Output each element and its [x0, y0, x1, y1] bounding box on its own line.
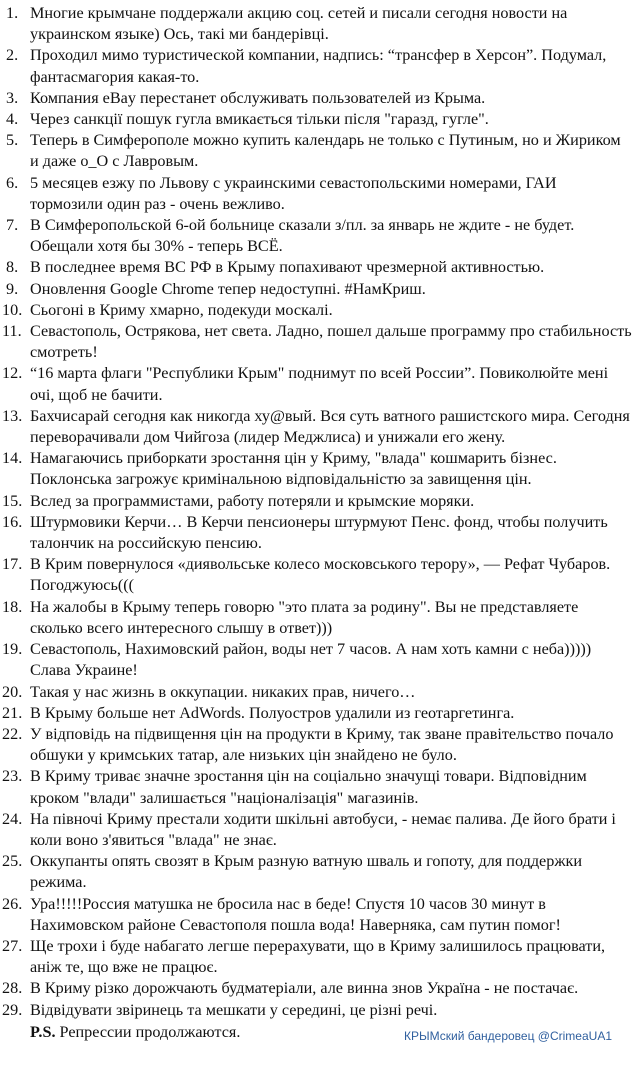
list-item [0, 363, 642, 405]
list-item [0, 300, 642, 321]
item-number: 2. [6, 46, 19, 65]
ps-label: P.S. [30, 1022, 56, 1041]
item-text: В последнее время ВС РФ в Крыму попахивают чрезмерной активностью. [30, 258, 545, 277]
item-text: Проходил мимо туристической компании, надпись: “трансфер в Херсон”. Подумал, фантасмагория какая-то. [30, 46, 607, 86]
item-text: В Криму триває значне зростання цін на соціально значущі товари. Відповідним кроком "влади" залишається "націоналізація" магазинів. [30, 767, 587, 807]
item-number: 6. [6, 173, 19, 192]
item-number: 27. [2, 936, 23, 955]
item-text: Сьогоні в Криму хмарно, подекуди москалі. [30, 300, 333, 319]
item-text: Бахчисарай сегодня как никогда ху@вый. Вся суть ватного рашистского мира. Сегодня переворачивали дом Чийгоза (лидер Меджлиса) и унижали его жену. [30, 406, 630, 447]
item-number: 21. [2, 703, 23, 722]
item-number: 13. [2, 406, 23, 425]
list-item [0, 109, 642, 130]
item-number: 28. [2, 979, 23, 998]
item-number: 18. [2, 597, 23, 616]
item-number: 23. [2, 767, 23, 786]
item-text: Оккупанты опять свозят в Крым разную ватную шваль и гопоту, для поддержки режима. [30, 852, 583, 892]
item-text: На півночі Криму престали ходити шкільні автобуси, - немає палива. Де його брати і коли воно з'явиться "влада" не знає. [30, 809, 616, 849]
item-text: В Крим повернулося «диявольське колесо московського терору», — Рефат Чубаров. Погоджуюсь((( [30, 555, 611, 595]
list-item [0, 512, 642, 554]
item-number: 15. [2, 491, 23, 510]
list-item [0, 88, 642, 109]
item-text: Через санкції пошук гугла вмикається тільки після "гаразд, гугле". [30, 110, 489, 129]
item-number: 12. [2, 364, 23, 383]
list-item [0, 130, 642, 172]
list-item [0, 724, 642, 766]
item-text: Такая у нас жизнь в оккупации. никаких прав, ничего… [30, 682, 416, 701]
item-text: Многие крымчане поддержали акцию соц. сетей и писали сегодня новости на украинском языке) Ось, такі ми бандерівці. [30, 4, 568, 44]
list-item [0, 851, 642, 893]
list-item [0, 45, 642, 87]
list-item [0, 173, 642, 215]
list-item [0, 491, 642, 512]
item-text: В Крыму больше нет AdWords. Полуостров удалили из геотаргетинга. [30, 703, 515, 722]
item-number: 8. [6, 258, 19, 277]
item-text: “16 марта флаги "Республики Крым" поднимут по всей России”. Повиколюйте мені очі, щоб не бачити. [30, 364, 609, 404]
item-number: 29. [2, 1000, 23, 1019]
item-number: 11. [2, 322, 22, 341]
item-text: На жалобы в Крыму теперь говорю "это плата за родину". Вы не представляете сколько всего интересного слышу в ответ))) [30, 597, 579, 637]
item-number: 10. [2, 300, 23, 319]
item-text: Ура!!!!!Россия матушка не бросила нас в беде! Спустя 10 часов 30 минут в Нахимовском районе Севастополя пошла вода! Наверняка, сам путин помог! [30, 894, 561, 934]
list-item [0, 257, 642, 278]
item-number: 9. [6, 279, 19, 298]
list-item [0, 703, 642, 724]
item-number: 1. [6, 4, 19, 22]
item-number: 3. [6, 88, 19, 107]
item-text: Вслед за программистами, работу потеряли и крымские моряки. [30, 491, 475, 510]
item-text: Ще трохи і буде набагато легше перерахувати, що в Криму залишилось працювати, аніж те, що вже не працює. [30, 936, 606, 977]
item-text: 5 месяцев езжу по Львову с украинскими севастопольскими номерами, ГАИ тормозили один раз - очень вежливо. [30, 173, 557, 213]
item-number: 24. [2, 809, 23, 828]
list-item [0, 406, 642, 448]
ps-text: Репрессии продолжаются. [55, 1022, 241, 1041]
list-item [0, 1000, 642, 1021]
item-number: 19. [2, 640, 23, 659]
list-item [0, 766, 642, 808]
item-text: В Криму різко дорожчають будматеріали, але винна знов Україна - не постачає. [30, 979, 579, 998]
item-number: 25. [2, 852, 23, 871]
item-number: 14. [2, 449, 23, 468]
item-number: 26. [2, 894, 23, 913]
item-text: Компания eBay перестанет обслуживать пользователей из Крыма. [30, 88, 486, 107]
list-item [0, 682, 642, 703]
item-text: Севастополь, Нахимовский район, воды нет 7 часов. А нам хоть камни с неба))))) Слава Украине! [30, 640, 592, 680]
list-item [0, 279, 642, 300]
item-number: 20. [2, 682, 23, 701]
list-item [0, 3, 642, 45]
list-item [0, 936, 642, 978]
list-item [0, 321, 642, 363]
postscript [30, 1021, 240, 1043]
list-item [0, 554, 642, 596]
item-text: Теперь в Симферополе можно купить календарь не только с Путиным, но и Жириком и даже о_О с Лавровым. [30, 131, 621, 171]
item-text: Оновлення Google Chrome тепер недоступні. #НамКриш. [30, 279, 426, 298]
list-item [0, 597, 642, 639]
footer [0, 1021, 642, 1047]
item-number: 17. [2, 555, 23, 574]
author-credit: КРЫМский бандеровец @CrimeaUA1 [404, 1028, 612, 1043]
item-text: Намагаючись приборкати зростання цін у Криму, "влада" кошмарить бізнес. Поклонська загрожує кримінальною відповідальністю за завищення цін. [30, 449, 557, 489]
item-text: У відповідь на підвищення цін на продукти в Криму, так зване правітельство почало обшуки у кримських татар, але низьких цін знайдено не було. [30, 724, 614, 765]
list-item [0, 448, 642, 490]
item-number: 5. [6, 131, 19, 150]
item-text: Штурмовики Керчи… В Керчи пенсионеры штурмуют Пенс. фонд, чтобы получить талончик на российскую пенсию. [30, 512, 608, 553]
item-number: 22. [2, 724, 23, 743]
item-text: Відвідувати звіринець та мешкати у середині, це різні речі. [30, 1000, 438, 1019]
item-text: Севастополь, Острякова, нет света. Ладно, пошел дальше программу про стабильность смотреть! [30, 322, 632, 362]
item-number: 7. [6, 216, 19, 235]
list-item [0, 215, 642, 257]
list-item [0, 894, 642, 936]
item-number: 4. [6, 110, 19, 129]
list-item [0, 639, 642, 681]
item-number: 16. [2, 512, 23, 531]
item-text: В Симферопольской 6-ой больнице сказали з/пл. за январь не ждите - не будет. Обещали хотя бы 30% - теперь ВСЁ. [30, 216, 575, 256]
list-item [0, 978, 642, 999]
list-item [0, 809, 642, 851]
